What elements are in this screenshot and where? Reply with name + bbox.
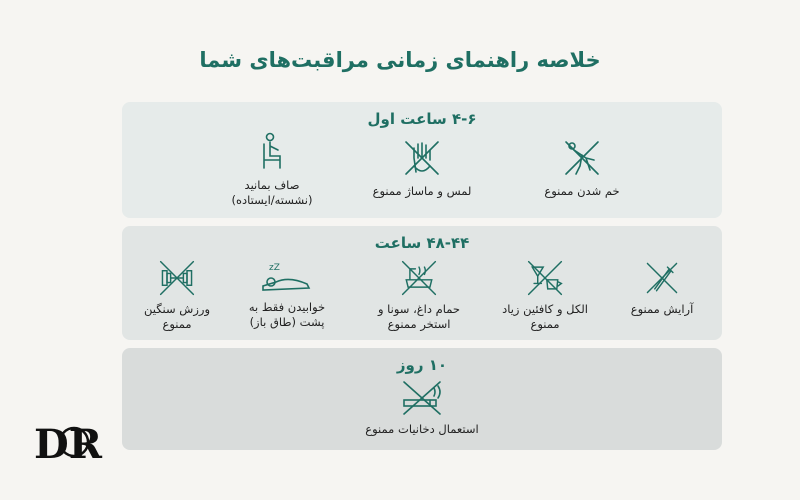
item-label: حمام داغ، سونا و استخر ممنوع [377, 302, 461, 331]
item-label: لمس و ماساژ ممنوع [372, 184, 472, 198]
svg-text:zZ: zZ [269, 263, 280, 273]
section-10-days [122, 348, 722, 450]
bending-prohibited-icon [560, 136, 604, 180]
section-title: ۴-۶ ساعت اول [367, 110, 477, 128]
alcohol-caffeine-prohibited-icon [525, 258, 565, 298]
section-title: ۴۸-۴۴ ساعت [374, 234, 470, 252]
item-label: خوابیدن فقط به پشت (طاق باز) [248, 300, 326, 329]
brand-logo-icon [32, 416, 102, 468]
item-touch [352, 136, 492, 199]
item-label: الکل و کافئین زیاد ممنوع [502, 302, 588, 331]
brand-logo [32, 416, 102, 468]
item-label: خم شدن ممنوع [544, 184, 620, 198]
page-title: خلاصه راهنمای زمانی مراقبت‌های شما [199, 48, 601, 72]
item-alcohol [480, 258, 610, 332]
item-smoking [342, 378, 502, 437]
makeup-prohibited-icon [642, 258, 682, 298]
section-first-hours [122, 102, 722, 218]
section-48-hours [122, 226, 722, 340]
hot-bath-prohibited-icon [399, 258, 439, 298]
item-makeup [612, 258, 712, 317]
heavy-exercise-prohibited-icon [157, 258, 197, 298]
item-label: ورزش سنگین ممنوع [143, 302, 211, 331]
item-label: استعمال دخانیات ممنوع [365, 422, 479, 436]
touch-massage-prohibited-icon [400, 136, 444, 180]
logo-text: DR [34, 421, 102, 468]
item-hot-bath [354, 258, 484, 332]
item-label: صاف بمانید (نشسته/ایستاده) [231, 178, 313, 207]
smoking-prohibited-icon [398, 378, 446, 418]
item-label: آرایش ممنوع [630, 302, 694, 316]
item-heavy-exercise [112, 258, 242, 332]
sitting-upright-icon [250, 130, 294, 174]
section-title: ۱۰ روز [396, 356, 448, 374]
item-sit-upright [202, 130, 342, 208]
item-bending [512, 136, 652, 199]
sleep-on-back-icon [259, 260, 315, 296]
